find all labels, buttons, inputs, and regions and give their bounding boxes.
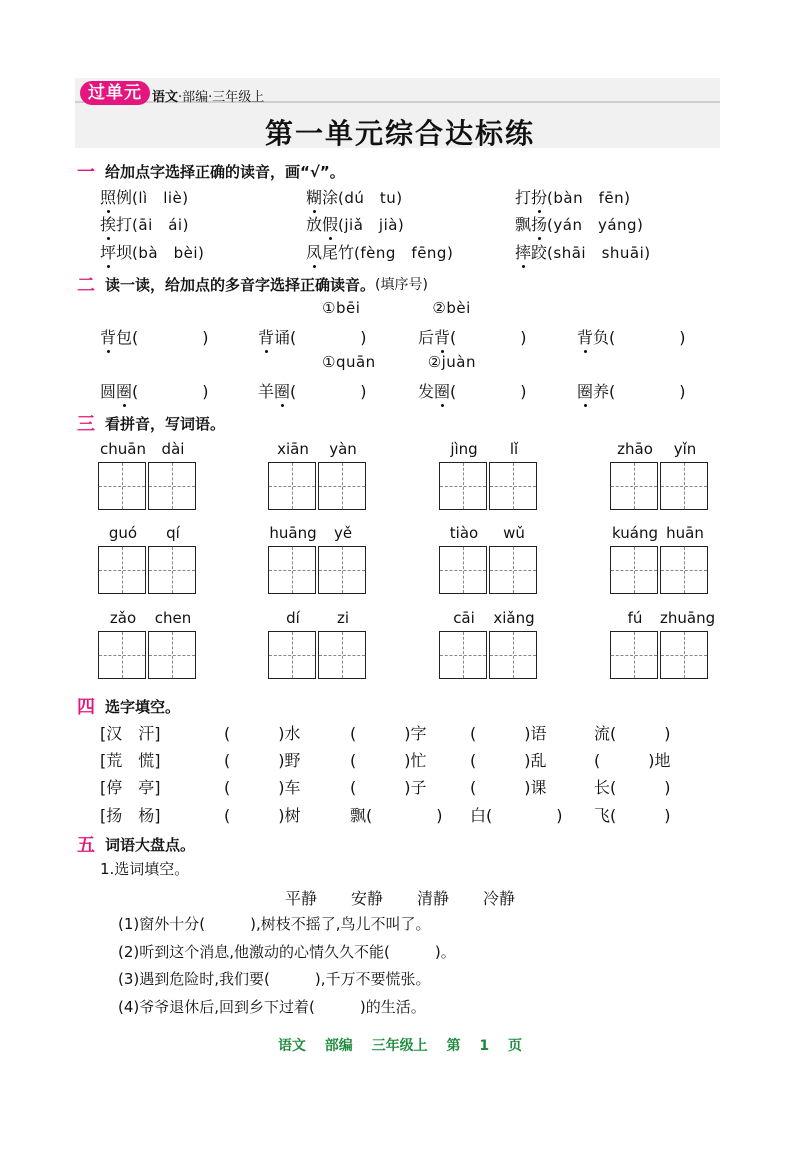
word-part: 白(	[470, 806, 493, 825]
writing-box[interactable]	[268, 631, 316, 679]
answer-blank[interactable]: (	[224, 778, 279, 797]
pinyin-word-grid	[439, 524, 539, 598]
word-option: 平静	[284, 889, 317, 908]
fill-sentence	[118, 941, 456, 962]
pronunciation-item	[515, 240, 651, 263]
section-instruction: 选字填空。	[105, 697, 181, 716]
sentence-part: (4)爷爷退休后,回到乡下过着(	[118, 998, 315, 1016]
fill-item	[224, 748, 301, 771]
pinyin-syllable: lǐ	[509, 440, 519, 458]
writing-box[interactable]	[610, 546, 658, 594]
pinyin-syllable: dài	[161, 440, 185, 458]
section-note: (填序号)	[375, 277, 428, 293]
pinyin-word-grid	[98, 609, 198, 683]
word-part: )字	[404, 724, 427, 743]
pinyin-syllable: wǔ	[503, 524, 525, 542]
answer-blank[interactable]: ( )	[450, 328, 527, 347]
word-part: 负	[593, 328, 610, 347]
fill-item	[470, 803, 563, 826]
word-part: )	[556, 806, 563, 825]
section-number: 一	[77, 162, 95, 183]
word-part: 跤	[531, 243, 548, 262]
dotted-char: 糊	[306, 185, 322, 208]
dotted-char: 背	[100, 325, 116, 348]
answer-blank[interactable]	[315, 998, 360, 1016]
writing-box[interactable]	[489, 546, 537, 594]
word-part: 长(	[594, 778, 617, 797]
writing-box[interactable]	[439, 631, 487, 679]
answer-blank[interactable]	[616, 806, 664, 825]
polyphone-item	[577, 379, 686, 402]
writing-box[interactable]	[660, 462, 708, 510]
pinyin-options	[322, 353, 476, 371]
pinyin-syllable: jìng	[450, 440, 478, 458]
word-part: 飞(	[594, 806, 617, 825]
pinyin-syllable: fú	[627, 609, 643, 627]
answer-blank[interactable]: ( )	[609, 382, 686, 401]
word-part: )树	[278, 806, 301, 825]
word-part: )地	[648, 751, 671, 770]
answer-blank[interactable]: ( )	[132, 382, 209, 401]
pinyin-syllable: xiān	[277, 440, 309, 458]
answer-blank[interactable]	[372, 806, 436, 825]
word-part: 放	[306, 215, 323, 234]
writing-box[interactable]	[318, 546, 366, 594]
word-part: )	[664, 778, 671, 797]
fill-item	[470, 721, 547, 744]
sentence-part: )的生活。	[359, 998, 426, 1016]
pronunciation-item	[515, 212, 643, 235]
pinyin-syllable: cāi	[453, 609, 475, 627]
pinyin-syllable: huāng	[269, 524, 317, 542]
option-2: ②bèi	[432, 299, 471, 317]
pinyin-choices: (āi ái)	[132, 216, 189, 234]
option-1: ①quān	[322, 353, 376, 371]
sentence-part: (3)遇到危险时,我们要(	[118, 970, 270, 988]
word-part: )水	[278, 724, 301, 743]
fill-sentence	[118, 996, 426, 1017]
fill-sentence	[118, 968, 431, 989]
word-part: )野	[278, 751, 301, 770]
writing-box[interactable]	[148, 546, 196, 594]
pinyin-word-grid	[268, 524, 368, 598]
answer-blank[interactable]: ( )	[290, 328, 367, 347]
answer-blank[interactable]: (	[470, 778, 525, 797]
pronunciation-item	[306, 212, 404, 235]
pinyin-choices: (bà bèi)	[132, 244, 205, 262]
word-part: 后	[418, 328, 435, 347]
writing-box[interactable]	[610, 631, 658, 679]
fill-item	[470, 748, 547, 771]
pinyin-word-grid	[439, 440, 539, 514]
page-footer: 语文 部编 三年级上 第 1 页	[277, 1038, 523, 1054]
word-part: )课	[524, 778, 547, 797]
subject-label	[152, 86, 264, 105]
dotted-char: 挨	[100, 212, 116, 235]
dotted-char: 圈	[274, 379, 290, 402]
sentence-part: ),千万不要慌张。	[314, 970, 431, 988]
word-option: 冷静	[483, 889, 516, 908]
answer-blank[interactable]: ( )	[132, 328, 209, 347]
word-part: 流(	[594, 724, 617, 743]
dotted-char: 背	[577, 325, 593, 348]
sentence-part: )。	[434, 943, 456, 961]
subject-name: 语文	[152, 90, 179, 105]
pinyin-syllable: yàn	[329, 440, 357, 458]
writing-box[interactable]	[489, 631, 537, 679]
pinyin-syllable: qí	[166, 524, 180, 542]
word-option: 清静	[417, 889, 450, 908]
page-title: 第一单元综合达标练	[264, 117, 535, 150]
writing-box[interactable]	[148, 462, 196, 510]
word-part: )忙	[404, 751, 427, 770]
pronunciation-item	[306, 185, 403, 208]
polyphone-item	[100, 325, 209, 348]
section-1-heading	[77, 158, 345, 184]
fill-item	[350, 748, 427, 771]
word-option: 安静	[350, 889, 383, 908]
pinyin-choices: (shāi shuāi)	[547, 244, 651, 262]
pinyin-syllable: yě	[333, 524, 353, 542]
dotted-char: 圈	[577, 379, 593, 402]
pronunciation-item	[100, 212, 189, 235]
answer-blank[interactable]: (	[470, 751, 525, 770]
answer-blank[interactable]	[600, 751, 648, 770]
word-part: 飘(	[350, 806, 373, 825]
writing-box[interactable]	[660, 546, 708, 594]
dotted-char: 扮	[531, 185, 547, 208]
pinyin-word-grid	[610, 524, 710, 598]
word-part: )乱	[524, 751, 547, 770]
fill-item	[224, 803, 301, 826]
writing-box[interactable]	[98, 546, 146, 594]
answer-blank[interactable]: (	[350, 751, 405, 770]
pinyin-choices: (yán yáng)	[547, 216, 644, 234]
section-5-heading	[77, 831, 195, 857]
dotted-char: 背	[434, 325, 450, 348]
word-part: 例	[116, 188, 133, 207]
pinyin-syllable: yǐn	[673, 440, 697, 458]
sentence-part: (2)听到这个消息,他激动的心情久久不能(	[118, 943, 390, 961]
answer-blank[interactable]	[616, 724, 664, 743]
pinyin-syllable: chen	[154, 609, 192, 627]
answer-blank[interactable]: ( )	[450, 382, 527, 401]
word-part: 打	[116, 215, 133, 234]
sentence-part: (1)窗外十分(	[118, 915, 206, 933]
pinyin-syllable: zhāo	[617, 440, 653, 458]
pronunciation-item	[515, 185, 630, 208]
section-4-heading	[77, 693, 180, 719]
answer-blank[interactable]	[270, 970, 315, 988]
polyphone-item	[100, 379, 209, 402]
word-part: 养	[593, 382, 610, 401]
fill-item	[350, 775, 427, 798]
section-instruction: 看拼音，写词语。	[105, 414, 226, 433]
pinyin-word-grid	[268, 609, 368, 683]
pinyin-word-grid	[268, 440, 368, 514]
dotted-char: 圈	[434, 379, 450, 402]
pinyin-word-grid	[439, 609, 539, 683]
section-number: 三	[77, 414, 95, 435]
word-part: 涂	[322, 188, 339, 207]
answer-blank[interactable]: (	[470, 724, 525, 743]
answer-blank[interactable]: (	[224, 751, 279, 770]
word-part: 包	[116, 328, 133, 347]
answer-blank[interactable]	[492, 806, 556, 825]
answer-blank[interactable]: ( )	[290, 382, 367, 401]
word-part: 圆	[100, 382, 117, 401]
answer-blank[interactable]: (	[350, 724, 405, 743]
dotted-char: 凤	[306, 240, 322, 263]
char-pair: [扬 杨]	[100, 806, 161, 825]
writing-box[interactable]	[489, 462, 537, 510]
answer-blank[interactable]: (	[224, 724, 279, 743]
section-2-heading	[77, 271, 428, 297]
option-1: ①bēi	[322, 299, 361, 317]
pinyin-syllable: guó	[108, 524, 138, 542]
word-part: 诵	[274, 328, 291, 347]
writing-box[interactable]	[439, 462, 487, 510]
unit-badge: 过单元	[80, 81, 150, 105]
fill-item	[594, 748, 671, 771]
pinyin-syllable: zǎo	[109, 609, 137, 627]
section-number: 四	[77, 697, 95, 718]
writing-box[interactable]	[439, 546, 487, 594]
pinyin-choices: (fèng fēng)	[354, 244, 454, 262]
fill-item	[224, 775, 301, 798]
pinyin-choices: (dú tu)	[338, 189, 403, 207]
answer-blank[interactable]	[205, 915, 250, 933]
fill-item	[224, 721, 301, 744]
pinyin-options	[322, 299, 471, 317]
answer-blank[interactable]: ( )	[609, 328, 686, 347]
section-number: 五	[77, 835, 95, 856]
answer-blank[interactable]	[616, 778, 664, 797]
writing-box[interactable]	[318, 462, 366, 510]
dotted-char: 扬	[531, 212, 547, 235]
word-part: (	[594, 751, 601, 770]
pinyin-syllable: kuáng	[612, 524, 658, 542]
pinyin-choices: (lì liè)	[132, 189, 189, 207]
word-part: )子	[404, 778, 427, 797]
writing-box[interactable]	[268, 462, 316, 510]
option-2: ②juàn	[427, 353, 477, 371]
dotted-char: 照	[100, 185, 116, 208]
dotted-char: 圈	[116, 379, 132, 402]
sentence-part: ),树枝不摇了,鸟儿不叫了。	[250, 915, 431, 933]
dotted-char: 假	[322, 212, 338, 235]
char-pair: [荒 慌]	[100, 751, 161, 770]
word-part: )	[664, 724, 671, 743]
pinyin-syllable: tiào	[449, 524, 479, 542]
pinyin-word-grid	[610, 440, 710, 514]
pinyin-word-grid	[610, 609, 716, 683]
section-3-heading	[77, 410, 225, 436]
fill-item	[350, 803, 443, 826]
section-instruction: 给加点字选择正确的读音，画“√”。	[105, 162, 345, 181]
fill-item	[594, 721, 671, 744]
dotted-char: 坪	[100, 240, 116, 263]
writing-box[interactable]	[318, 631, 366, 679]
polyphone-item	[258, 325, 367, 348]
section-instruction: 读一读，给加点的多音字选择正确读音。	[105, 275, 376, 294]
answer-blank[interactable]: (	[350, 778, 405, 797]
word-part: )语	[524, 724, 547, 743]
subject-detail: ·部编·三年级上	[178, 90, 265, 105]
pinyin-syllable: zhuāng	[660, 609, 716, 627]
word-part: 羊	[258, 382, 275, 401]
pinyin-syllable: xiǎng	[493, 609, 535, 627]
pinyin-word-grid	[98, 440, 198, 514]
writing-box[interactable]	[98, 462, 146, 510]
word-part: 打	[515, 188, 532, 207]
pinyin-word-grid	[98, 524, 198, 598]
fill-item	[350, 721, 427, 744]
pinyin-syllable: zi	[336, 609, 350, 627]
pronunciation-item	[306, 240, 453, 263]
sub-question-title: 1.选词填空。	[100, 860, 190, 878]
word-part: )	[664, 806, 671, 825]
writing-box[interactable]	[98, 631, 146, 679]
writing-box[interactable]	[610, 462, 658, 510]
writing-box[interactable]	[660, 631, 708, 679]
answer-blank[interactable]: (	[224, 806, 279, 825]
answer-blank[interactable]	[390, 943, 435, 961]
pinyin-choices: (bàn fēn)	[547, 189, 631, 207]
dotted-char: 摔	[515, 240, 531, 263]
word-options	[0, 886, 800, 909]
word-part: 飘	[515, 215, 532, 234]
pronunciation-item	[100, 185, 189, 208]
word-part: 尾竹	[322, 243, 355, 262]
writing-box[interactable]	[148, 631, 196, 679]
word-part: 发	[418, 382, 435, 401]
polyphone-item	[577, 325, 686, 348]
pronunciation-item	[100, 240, 204, 263]
polyphone-item	[418, 325, 527, 348]
word-part: 坝	[116, 243, 133, 262]
dotted-char: 背	[258, 325, 274, 348]
polyphone-item	[258, 379, 367, 402]
char-pair: [停 亭]	[100, 778, 161, 797]
char-pair: [汉 汗]	[100, 724, 161, 743]
fill-item	[470, 775, 547, 798]
pinyin-syllable: chuān	[100, 440, 146, 458]
fill-item	[594, 803, 671, 826]
section-instruction: 词语大盘点。	[105, 835, 196, 854]
polyphone-item	[418, 379, 527, 402]
word-part: )	[436, 806, 443, 825]
fill-item	[594, 775, 671, 798]
section-number: 二	[77, 275, 95, 296]
writing-box[interactable]	[268, 546, 316, 594]
pinyin-syllable: huān	[666, 524, 704, 542]
word-part: )车	[278, 778, 301, 797]
fill-sentence	[118, 913, 431, 934]
pinyin-syllable: dí	[286, 609, 300, 627]
pinyin-choices: (jiǎ jià)	[338, 216, 405, 234]
